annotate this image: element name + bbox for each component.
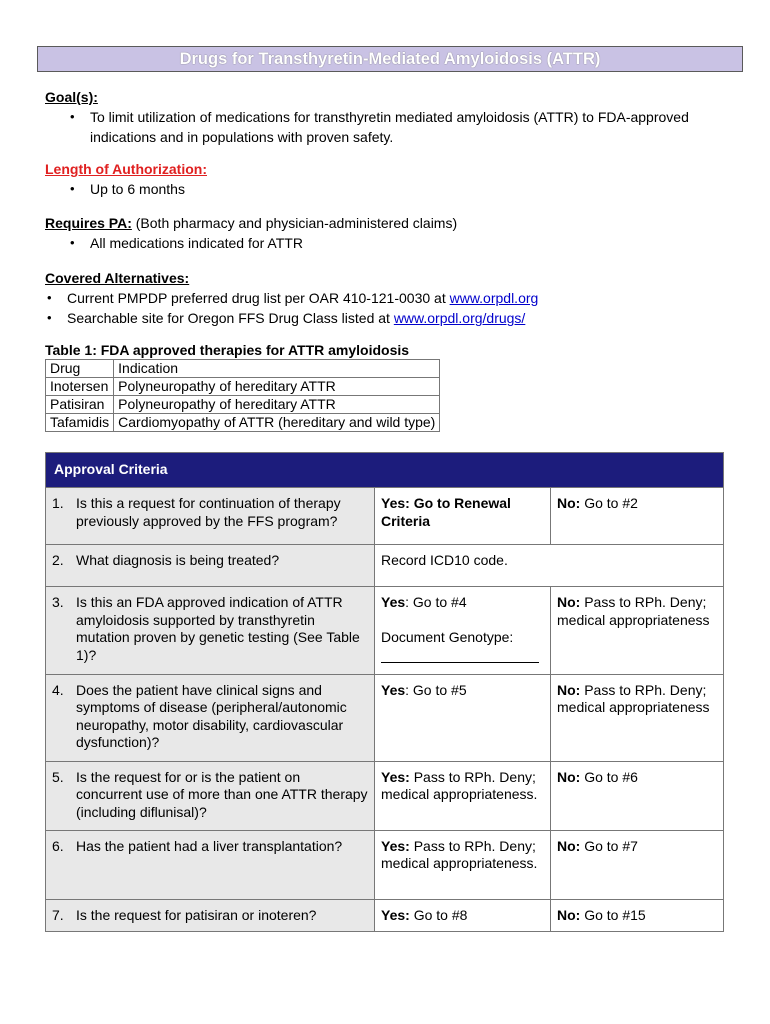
requires-pa-section — [45, 213, 457, 253]
genotype-blank-line[interactable] — [381, 648, 539, 663]
orpdl-link[interactable]: www.orpdl.org — [449, 290, 539, 306]
criteria-question: Does the patient have clinical signs and symptoms of disease (peripheral/autonomic neuropathy, motor disability, cardiovascular dysfunction)? — [76, 681, 347, 750]
criteria-row: 5. Is the request for or is the patient on concurrent use of more than one ATTR therapy (including diflunisal)? Yes: Pass to RPh. Deny; medical appropriateness. No: Go to #6 — [46, 761, 724, 830]
requires-pa-item: • All medications indicated for ATTR — [90, 233, 457, 253]
criteria-row: 3. Is this an FDA approved indication of ATTR amyloidosis supported by transthyretin mutation proven by genetic testing (See Table 1)? Yes: Go to #4 Document Genotype: No: Pass to RPh. Deny; medical appropriateness — [46, 587, 724, 675]
goals-item: • To limit utilization of medications for transthyretin mediated amyloidosis (ATTR) to FDA-approved indications and in populations with proven safety. — [90, 107, 720, 147]
alternatives-heading: Covered Alternatives: — [45, 270, 190, 286]
criteria-row: 2. What diagnosis is being treated? Record ICD10 code. — [46, 545, 724, 587]
approval-criteria-table — [45, 452, 724, 932]
table-header-row — [46, 360, 440, 378]
criteria-question: Has the patient had a liver transplantation? — [76, 837, 343, 854]
criteria-row: 1. Is this a request for continuation of therapy previously approved by the FFS program? Yes: Go to Renewal Criteria No: Go to #2 — [46, 488, 724, 545]
approval-criteria-header: Approval Criteria — [46, 453, 724, 488]
table-row: Patisiran Polyneuropathy of hereditary ATTR — [46, 396, 440, 414]
indication-header: Indication — [114, 360, 440, 378]
alternatives-item-2: • Searchable site for Oregon FFS Drug Class listed at www.orpdl.org/drugs/ — [67, 308, 538, 328]
criteria-question: Is the request for or is the patient on concurrent use of more than one ATTR therapy (including diflunisal)? — [76, 768, 368, 820]
authorization-section — [45, 159, 207, 199]
criteria-row: 6. Has the patient had a liver transplantation? Yes: Pass to RPh. Deny; medical appropriateness. No: Go to #7 — [46, 830, 724, 899]
table-row: Tafamidis Cardiomyopathy of ATTR (hereditary and wild type) — [46, 414, 440, 432]
criteria-row: 4. Does the patient have clinical signs and symptoms of disease (peripheral/autonomic neuropathy, motor disability, cardiovascular dysfunction)? Yes: Go to #5 No: Pass to RPh. Deny; medical appropriateness — [46, 674, 724, 761]
requires-pa-heading: Requires PA: — [45, 215, 132, 231]
criteria-question: Is this an FDA approved indication of ATTR amyloidosis supported by transthyretin mutation proven by genetic testing (See Table 1)? — [76, 594, 360, 663]
table1-caption: Table 1: FDA approved therapies for ATTR amyloidosis — [45, 342, 410, 358]
authorization-heading: Length of Authorization: — [45, 161, 207, 177]
drug-table — [45, 359, 440, 432]
criteria-question: Is this a request for continuation of therapy previously approved by the FFS program? — [76, 495, 341, 529]
authorization-item: • Up to 6 months — [90, 179, 207, 199]
alternatives-item-1: • Current PMPDP preferred drug list per OAR 410-121-0030 at www.orpdl.org — [67, 288, 538, 308]
orpdl-drugs-link[interactable]: www.orpdl.org/drugs/ — [393, 310, 526, 326]
criteria-row: 7. Is the request for patisiran or inoteren? Yes: Go to #8 No: Go to #15 — [46, 899, 724, 931]
drug-header: Drug — [46, 360, 114, 378]
criteria-question: What diagnosis is being treated? — [76, 552, 280, 568]
criteria-question: Is the request for patisiran or inoteren? — [76, 906, 317, 923]
record-icd10: Record ICD10 code. — [375, 545, 724, 587]
requires-pa-note: (Both pharmacy and physician-administered claims) — [131, 215, 458, 231]
document-title: Drugs for Transthyretin-Mediated Amyloidosis (ATTR) — [37, 46, 743, 72]
table-row: Inotersen Polyneuropathy of hereditary ATTR — [46, 378, 440, 396]
alternatives-section — [45, 268, 538, 328]
goals-section — [45, 87, 720, 147]
goals-heading: Goal(s): — [45, 89, 98, 105]
document-genotype-label: Document Genotype: — [381, 628, 514, 645]
